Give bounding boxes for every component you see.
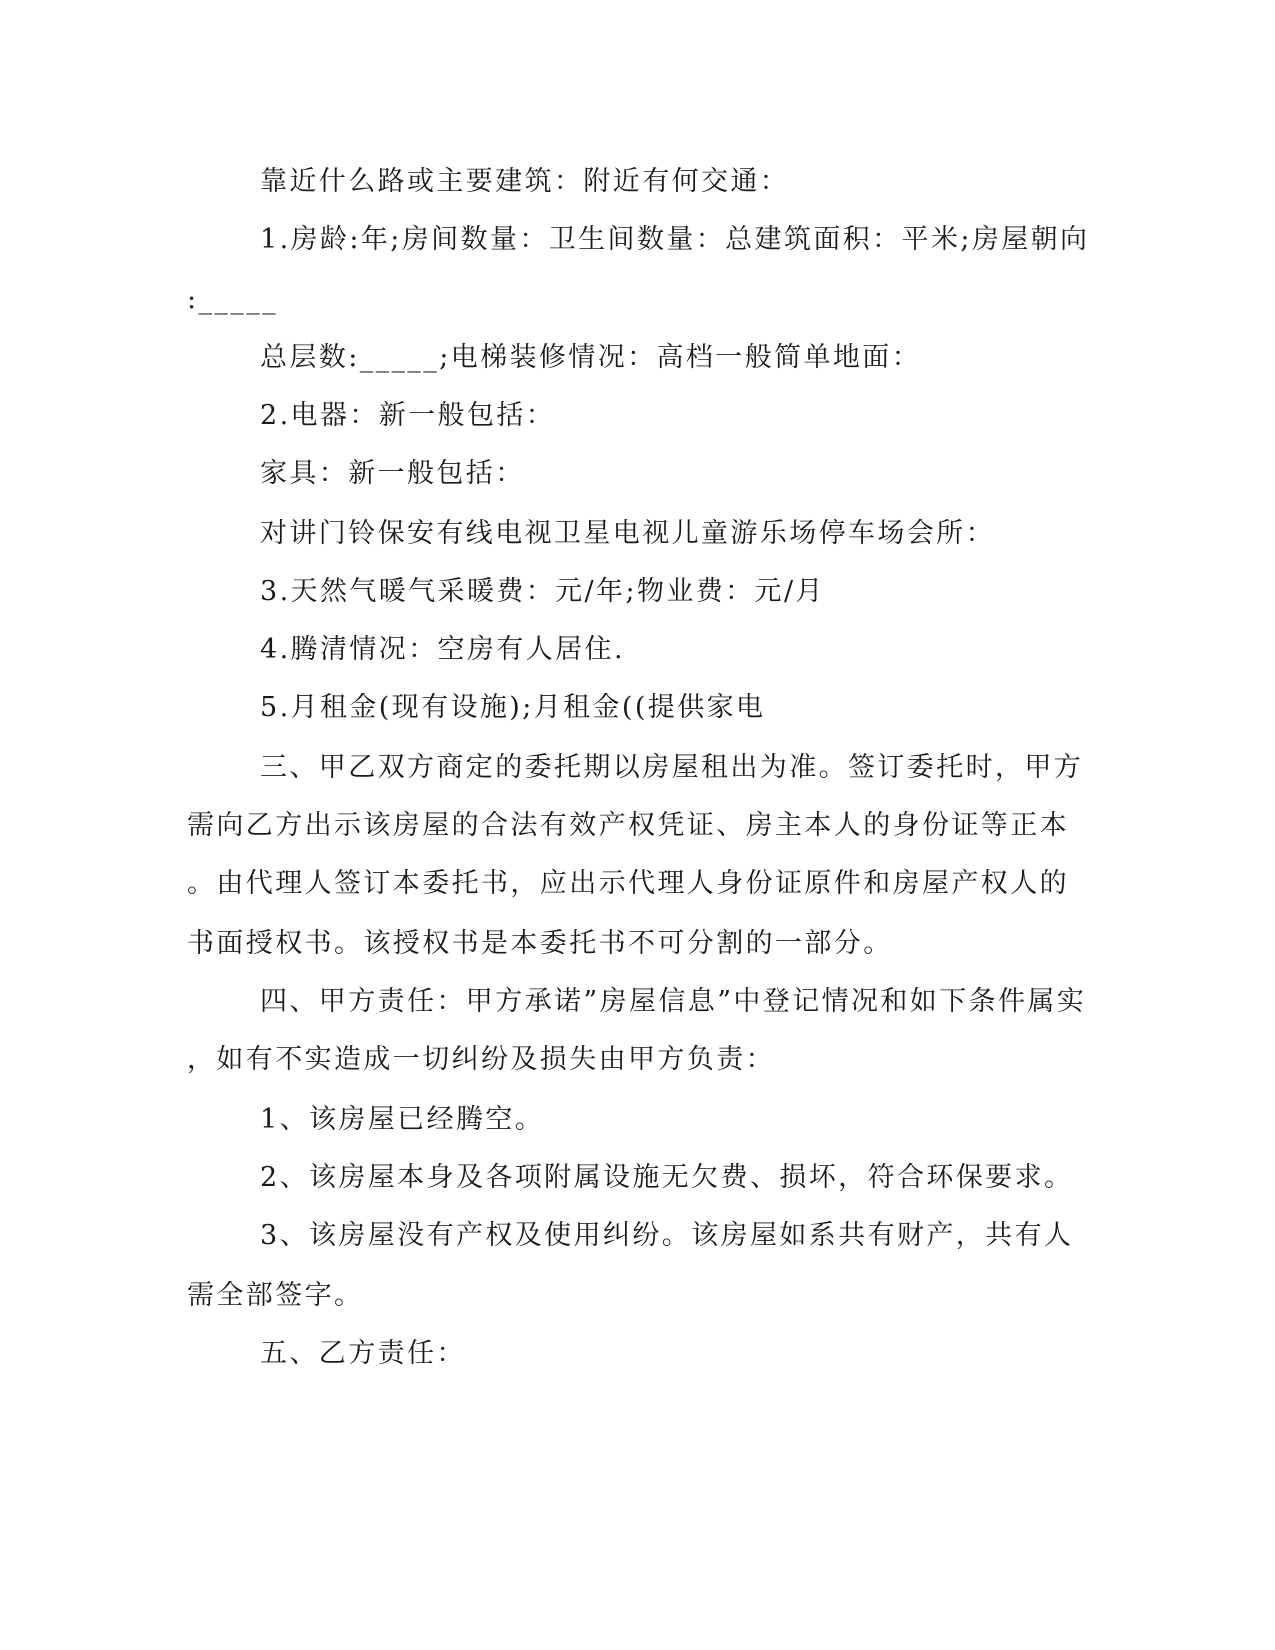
paragraph-heading: 三、甲乙双方商定的委托期以房屋租出为准。签订委托时，甲方 (260, 752, 1084, 783)
text-line: :_____ (187, 284, 278, 315)
text-line: 需向乙方出示该房屋的合法有效产权凭证、房主本人的身份证等正本 (187, 810, 1069, 841)
text-line: 需全部签字。 (187, 1280, 364, 1311)
list-item: 3、该房屋没有产权及使用纠纷。该房屋如系共有财产，共有人 (260, 1220, 1074, 1251)
text-line: 家具：新一般包括： (260, 458, 525, 489)
paragraph-heading: 四、甲方责任：甲方承诺”房屋信息”中登记情况和如下条件属实 (260, 986, 1087, 1017)
text-line: ，如有不实造成一切纠纷及损失由甲方负责： (187, 1044, 775, 1075)
paragraph-heading: 五、乙方责任： (260, 1338, 466, 1369)
list-item: 2、该房屋本身及各项附属设施无欠费、损坏，符合环保要求。 (260, 1162, 1074, 1193)
text-line: 靠近什么路或主要建筑：附近有何交通： (260, 166, 790, 197)
text-line: 1.房龄:年;房间数量：卫生间数量：总建筑面积：平米;房屋朝向 (260, 224, 1090, 255)
text-line: 。由代理人签订本委托书，应出示代理人身份证原件和房屋产权人的 (187, 868, 1069, 899)
text-line: 4.腾清情况：空房有人居住. (260, 634, 625, 665)
text-line: 对讲门铃保安有线电视卫星电视儿童游乐场停车场会所： (260, 518, 995, 549)
text-line: 书面授权书。该授权书是本委托书不可分割的一部分。 (187, 928, 893, 959)
text-line: 3.天然气暖气采暖费：元/年;物业费：元/月 (260, 576, 825, 607)
text-line: 5.月租金(现有设施);月租金((提供家电 (260, 692, 766, 723)
text-line: 2.电器：新一般包括： (260, 400, 556, 431)
text-line: 总层数:_____;电梯装修情况：高档一般简单地面： (260, 342, 922, 373)
list-item: 1、该房屋已经腾空。 (260, 1104, 545, 1135)
